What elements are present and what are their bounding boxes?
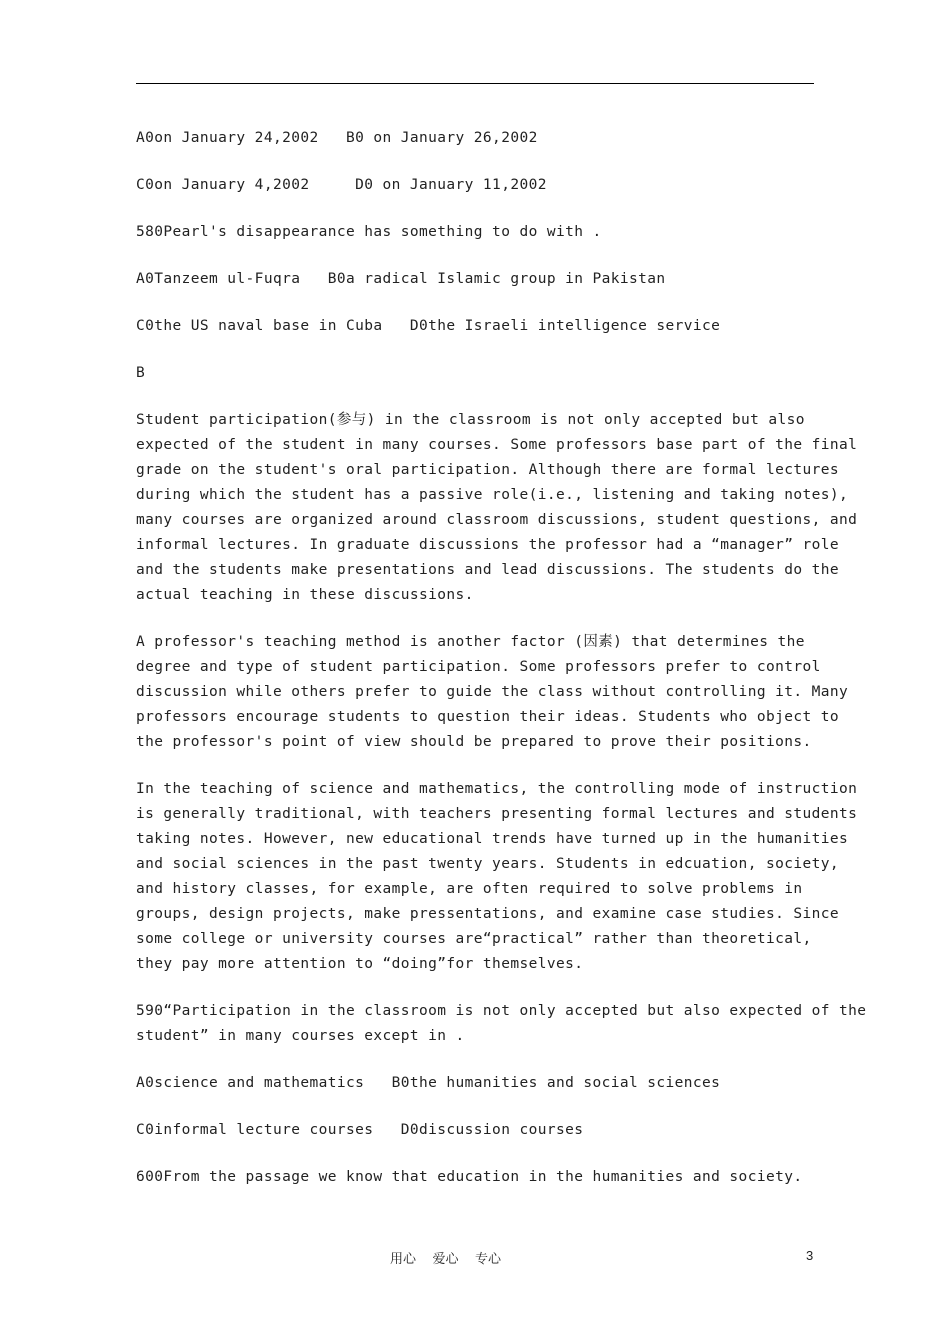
page-number: 3 [806,1248,814,1263]
paragraph [136,408,858,608]
text-line: actual teaching in these discussions. [136,587,474,603]
text-line: Student participation(参与) in the classroom is not only accepted but also [136,412,805,428]
text-line: 600From the passage we know that education in the humanities and society. [136,1169,803,1185]
text-line-block [136,1165,836,1190]
text-line: some college or university courses are“practical” rather than theoretical, [136,931,812,947]
text-line: discussion while others prefer to guide the class without controlling it. Many [136,684,849,700]
paragraph [136,630,849,755]
text-line: C0informal lecture courses D0discussion courses [136,1122,584,1138]
text-line: A professor's teaching method is another factor (因素) that determines the [136,634,805,650]
block-gap [136,151,836,173]
block-gap [136,339,836,361]
footer-motto: 用心 爱心 专心 [390,1252,502,1267]
block-gap [136,386,836,408]
text-line: they pay more attention to “doing”for themselves. [136,956,584,972]
header-rule [136,83,814,84]
text-line: the professor's point of view should be prepared to prove their positions. [136,734,812,750]
text-line: A0Tanzeem ul-Fuqra B0a radical Islamic group in Pakistan [136,271,666,287]
text-line: B [136,365,146,381]
block-gap [136,1096,836,1118]
text-line: 590“Participation in the classroom is not only accepted but also expected of the [136,1003,867,1019]
text-line-block [136,361,836,386]
text-line: many courses are organized around classroom discussions, student questions, and [136,512,858,528]
block-gap [136,1049,836,1071]
paragraph [136,777,858,977]
text-line: is generally traditional, with teachers presenting formal lectures and students [136,806,858,822]
text-line: A0on January 24,2002 B0 on January 26,2002 [136,130,538,146]
text-line: taking notes. However, new educational trends have turned up in the humanities [136,831,849,847]
text-line-block [136,173,836,198]
block-gap [136,977,836,999]
text-line: 580Pearl's disappearance has something to do with . [136,224,602,240]
text-line: and the students make presentations and lead discussions. The students do the [136,562,839,578]
text-line: professors encourage students to question their ideas. Students who object to [136,709,839,725]
text-line: C0the US naval base in Cuba D0the Israeli intelligence service [136,318,721,334]
text-line: during which the student has a passive role(i.e., listening and taking notes), [136,487,849,503]
text-line-block [136,267,836,292]
block-gap [136,292,836,314]
text-line: degree and type of student participation. Some professors prefer to control [136,659,821,675]
document-body [136,126,867,1190]
text-line-block [136,1071,836,1096]
text-line-block [136,126,836,151]
text-line: informal lectures. In graduate discussions the professor had a “manager” role [136,537,839,553]
text-line: A0science and mathematics B0the humanities and social sciences [136,1075,721,1091]
text-line: grade on the student's oral participation. Although there are formal lectures [136,462,839,478]
text-line: groups, design projects, make pressentations, and examine case studies. Since [136,906,839,922]
text-line: and social sciences in the past twenty years. Students in edcuation, society, [136,856,839,872]
text-line: and history classes, for example, are often required to solve problems in [136,881,803,897]
text-line: student” in many courses except in . [136,1028,465,1044]
block-gap [136,1143,836,1165]
text-line-block [136,1118,836,1143]
text-line-block [136,314,836,339]
text-line: expected of the student in many courses. Some professors base part of the final [136,437,858,453]
text-line-block [136,220,836,245]
block-gap [136,198,836,220]
block-gap [136,608,836,630]
paragraph [136,999,867,1049]
text-line: C0on January 4,2002 D0 on January 11,2002 [136,177,547,193]
text-line: In the teaching of science and mathematics, the controlling mode of instruction [136,781,858,797]
block-gap [136,755,836,777]
block-gap [136,245,836,267]
